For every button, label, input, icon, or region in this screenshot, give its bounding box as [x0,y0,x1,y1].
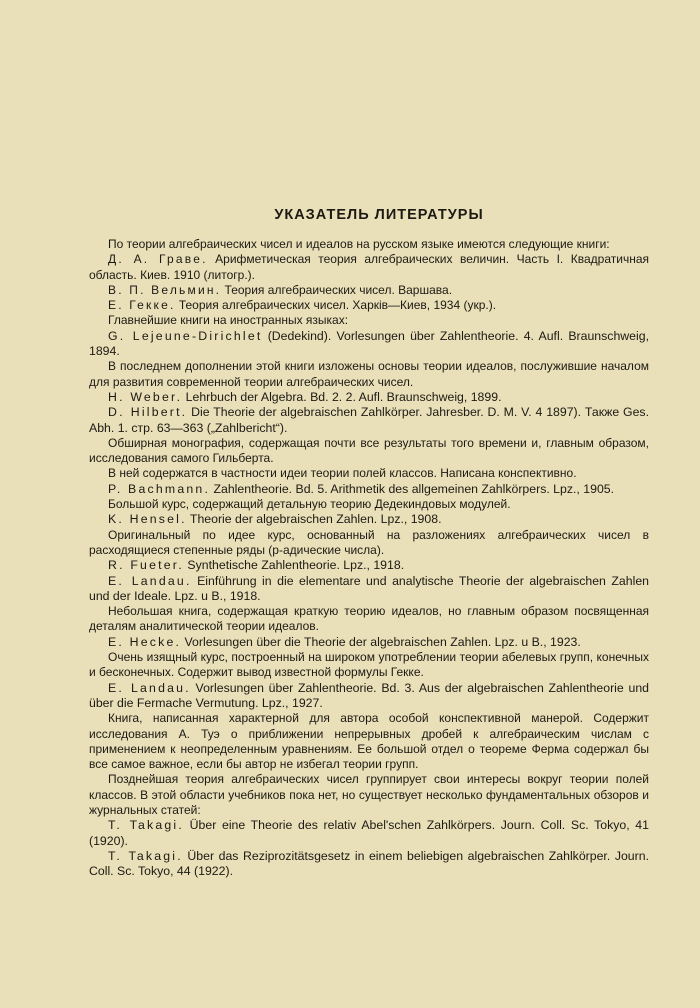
bib-comment [89,313,649,328]
bib-entry [89,482,649,497]
bib-author: D. Hilbert. [108,405,188,420]
bib-text: Обширная монография, содержащая почти все результаты того времени и, главным образом, исследования самого Гильберта. [89,435,649,466]
bib-comment [89,436,649,467]
bib-comment [89,604,649,635]
bib-text: По теории алгебраических чисел и идеалов на русском языке имеются следующие книги: [108,237,610,251]
bib-author: T. Takagi. [108,818,184,833]
bib-entry [89,283,649,298]
bib-entry [89,558,649,573]
bib-entry [89,574,649,605]
bib-author: T. Takagi. [108,848,183,863]
bib-text: Vorlesungen über die Theorie der algebraischen Zahlen. Lpz. u B., 1923. [181,634,581,649]
bib-author: E. Hecke. [108,634,182,649]
bib-entry [89,405,649,436]
bib-text: Небольшая книга, содержащая краткую теорию идеалов, но главным образом посвященная деталям аналитической теории идеалов. [89,604,649,634]
bib-author: G. Lejeune-Dirichlet [108,328,263,343]
page-title: УКАЗАТЕЛЬ ЛИТЕРАТУРЫ [274,207,484,223]
bib-entry [89,390,649,405]
bib-text: В последнем дополнении этой книги изложены основы теории идеалов, послужившие началом для развития современной теории алгебраических чисел. [89,359,649,389]
bib-comment [89,497,649,512]
bib-entry [89,681,649,712]
bib-text: Большой курс, содержащий детальную теорию Дедекиндовых модулей. [108,497,511,512]
bib-text: Zahlentheorie. Bd. 5. Arithmetik des allgemeinen Zahlkörpers. Lpz., 1905. [210,481,615,496]
bib-text: Über das Reziprozitätsgesetz in einem beliebigen algebraischen Zahlkörper. Journ. Coll. Sc. Tokyo, 44 (1922). [89,848,649,879]
bib-comment [89,650,649,681]
bib-text: Книга, написанная характерной для автора особой конспективной манерой. Содержит исследования А. Туэ о приближении непрерывных дробей к алгебраическим числам с применением к неопределенным уравнениям. Ее большой отдел о теореме Ферма содержал бы все самое важное, если бы автор не избегал теории групп. [89,711,649,772]
bib-comment [89,466,649,481]
bib-entry [89,512,649,527]
bib-entry [89,252,649,283]
bib-comment [89,711,649,772]
bib-entry [89,818,649,849]
bib-author: Д. А. Граве. [108,252,208,267]
bib-text: Теория алгебраических чисел. Варшава. [221,282,453,297]
bib-text: Über eine Theorie des relativ Abel'schen Zahlkörpers. Journ. Coll. Sc. Tokyo, 41 (1920). [89,818,649,848]
bib-author: В. П. Вельмин. [108,282,222,297]
bib-text: Synthetische Zahlentheorie. Lpz., 1918. [184,558,405,573]
bib-text: Lehrbuch der Algebra. Bd. 2. 2. Aufl. Braunschweig, 1899. [182,389,502,404]
bib-comment [89,359,649,390]
bib-author: P. Bachmann. [108,481,211,496]
bib-author: K. Hensel. [108,512,187,527]
bib-author: H. Weber. [108,389,183,404]
bib-entry [89,849,649,880]
bib-entry [89,298,649,313]
bib-entry [89,635,649,650]
bib-text: Theorie der algebraischen Zahlen. Lpz., 1908. [186,512,442,527]
bib-text: Теория алгебраических чисел. Харків—Киев, 1934 (укр.). [175,298,497,313]
bib-text: (Dedekind). Vorlesungen über Zahlentheorie. 4. Aufl. Braunschweig, 1894. [89,328,649,359]
bib-text: В ней содержатся в частности идеи теории полей классов. Написана конспективно. [108,466,577,481]
bib-text: Оригинальный по идее курс, основанный на разложениях алгебраических чисел в расходящиеся степенные ряды (p-адические числа). [89,527,649,557]
bib-text: Очень изящный курс, построенный на широком употреблении теории абелевых групп, конечных и бесконечных. Содержит вывод известной формулы Гекке. [89,650,649,680]
bib-author: E. Landau. [108,573,192,588]
bib-entry [89,329,649,360]
bib-text: Die Theorie der algebraischen Zahlkörper. Jahresber. D. M. V. 4 1897). Также Ges. Abh. 1. стр. 63—363 („Zahlbericht“). [89,405,649,435]
bib-text: Главнейшие книги на иностранных языках: [108,313,349,328]
bib-comment [89,772,649,818]
bib-text: Vorlesungen über Zahlentheorie. Bd. 3. Aus der algebraischen Zahlentheorie und über die Fermache Vermutung. Lpz., 1927. [89,680,649,710]
bib-text: Позднейшая теория алгебраических чисел группирует свои интересы вокруг теории полей классов. В этой области учебников пока нет, но существует несколько фундаментальных обзоров и журнальных статей: [89,772,649,817]
bib-author: R. Fueter. [108,558,184,573]
bib-comment [89,528,649,559]
bib-author: E. Landau. [108,680,191,695]
bib-text: Арифметическая теория алгебраических величин. Часть I. Квадратичная область. Киев. 1910 (литогр.). [89,252,650,282]
bib-text: Einführung in die elementare und analytische Theorie der algebraischen Zahlen und der Ideale. Lpz. u B., 1918. [89,573,649,603]
bib-comment [89,237,649,252]
bibliography [89,237,649,879]
bib-author: Е. Гекке. [108,298,176,313]
